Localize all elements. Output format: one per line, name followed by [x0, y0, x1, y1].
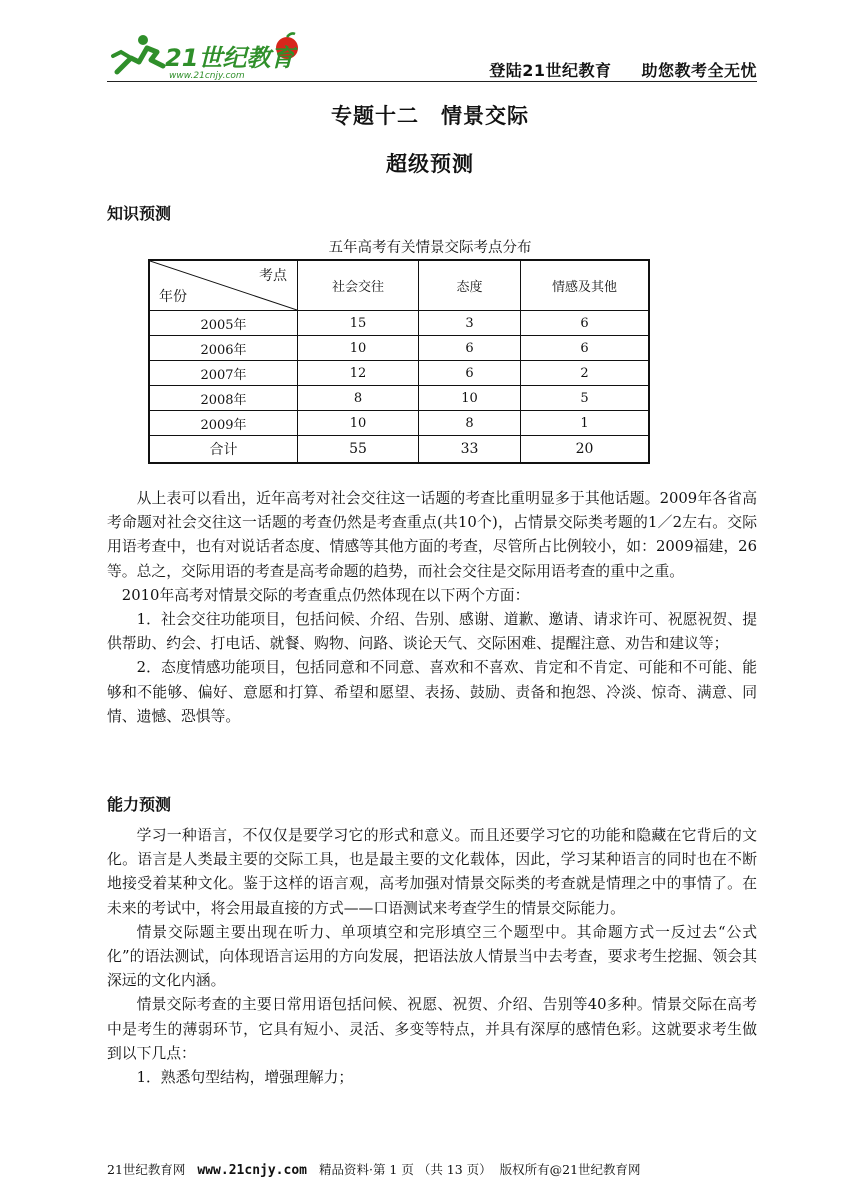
distribution-table — [148, 259, 650, 464]
total-label: 合计 — [149, 436, 298, 464]
table-cell: 2 — [521, 361, 650, 386]
table-cell: 10 — [419, 386, 521, 411]
table-cell: 12 — [298, 361, 419, 386]
header-divider — [107, 81, 757, 82]
row-year: 2008年 — [149, 386, 298, 411]
slogan-right: 助您教考全无忧 — [641, 61, 757, 80]
table-cell: 5 — [521, 386, 650, 411]
page-title: 专题十二 情景交际 — [331, 104, 529, 128]
footer-left: 21世纪教育网 — [107, 1162, 186, 1177]
table-cell: 15 — [298, 311, 419, 336]
total-cell: 20 — [521, 436, 650, 464]
table-cell: 10 — [298, 336, 419, 361]
paragraph: 情景交际题主要出现在听力、单项填空和完形填空三个题型中。其命题方式一反过去“公式化”的语法测试，向体现语言运用的方向发展，把语法放人情景当中去考查，要求考生挖掘、领会其深远的文化内涵。 — [107, 923, 757, 990]
page-footer — [107, 1160, 641, 1178]
section-heading-ability: 能力预测 — [107, 795, 172, 814]
paragraph: 1．社会交往功能项目，包括问候、介绍、告别、感谢、道歉、邀请、请求许可、祝愿祝贺、提供帮助、约会、打电话、就餐、购物、问路、谈论天气、交际困难、提醒注意、劝告和建议等； — [107, 611, 757, 653]
page-header — [107, 28, 757, 82]
paragraph: 2010年高考对情景交际的考查重点仍然体现在以下两个方面： — [121, 586, 530, 604]
table-cell: 8 — [298, 386, 419, 411]
total-cell: 33 — [419, 436, 521, 464]
footer-page-info: 精品资料·第 1 页 （共 13 页） — [318, 1162, 492, 1177]
table-row — [149, 411, 649, 436]
site-logo — [107, 32, 307, 80]
paragraph: 学习一种语言，不仅仅是要学习它的形式和意义。而且还要学习它的功能和隐藏在它背后的文化。语言是人类最主要的交际工具，也是最主要的文化载体，因此，学习某种语言的同时也在不断地接受着某种文化。鉴于这样的语言观，高考加强对情景交际类的考查就是情理之中的事情了。在未来的考试中，将会用最直接的方式——口语测试来考查学生的情景交际能力。 — [107, 827, 757, 917]
paragraph: 1．熟悉句型结构，增强理解力； — [136, 1069, 354, 1087]
footer-copyright: 版权所有@21世纪教育网 — [499, 1162, 641, 1177]
table-caption: 五年高考有关情景交际考点分布 — [328, 240, 532, 256]
svg-text:21世纪教育: 21世纪教育 — [165, 44, 295, 72]
table-cell: 1 — [521, 411, 650, 436]
paragraph: 2．态度情感功能项目，包括同意和不同意、喜欢和不喜欢、肯定和不肯定、可能和不可能、能够和不能够、偏好、意愿和打算、希望和愿望、表扬、鼓励、责备和抱怨、冷淡、惊奇、满意、同情、遗憾、恐惧等。 — [107, 659, 757, 725]
corner-label-year: 年份 — [159, 289, 187, 305]
table-cell: 6 — [419, 361, 521, 386]
total-cell: 55 — [298, 436, 419, 464]
knowledge-body — [107, 487, 757, 729]
table-row — [149, 361, 649, 386]
table-row — [149, 336, 649, 361]
paragraph: 情景交际考查的主要日常用语包括问候、祝愿、祝贺、介绍、告别等40多种。情景交际在高考中是考生的薄弱环节，它具有短小、灵活、多变等特点，并具有深厚的感情色彩。这就要求考生做到以下几点： — [107, 996, 757, 1062]
row-year: 2006年 — [149, 336, 298, 361]
footer-site-link[interactable]: www.21cnjy.com — [197, 1163, 307, 1178]
table-row — [149, 311, 649, 336]
section-heading-knowledge: 知识预测 — [107, 204, 172, 223]
table-cell: 6 — [521, 311, 650, 336]
table-row — [149, 386, 649, 411]
table-cell: 8 — [419, 411, 521, 436]
table-total-row — [149, 436, 649, 464]
table-corner-cell — [149, 260, 298, 311]
page-subtitle: 超级预测 — [386, 152, 474, 176]
table-cell: 3 — [419, 311, 521, 336]
row-year: 2005年 — [149, 311, 298, 336]
svg-text:www.21cnjy.com: www.21cnjy.com — [169, 71, 245, 80]
paragraph: 从上表可以看出，近年高考对社会交往这一话题的考查比重明显多于其他话题。2009年各省高考命题对社会交往这一话题的考查仍然是考查重点(共10个)，占情景交际类考题的1／2左右。交际用语考查中，也有对说话者态度、情感等其他方面的考查，尽管所占比例较小，如：2009福建，26等。总之，交际用语的考查是高考命题的趋势，而社会交往是交际用语考查的重中之重。 — [107, 490, 757, 580]
table-cell: 6 — [419, 336, 521, 361]
corner-label-topic: 考点 — [259, 268, 287, 284]
column-header: 社会交往 — [298, 260, 419, 311]
table-cell: 10 — [298, 411, 419, 436]
table-cell: 6 — [521, 336, 650, 361]
column-header: 情感及其他 — [521, 260, 650, 311]
slogan-left: 登陆21世纪教育 — [489, 61, 612, 80]
ability-body — [107, 824, 757, 1090]
table-header-row — [149, 260, 649, 311]
column-header: 态度 — [419, 260, 521, 311]
header-slogan — [489, 58, 757, 81]
row-year: 2009年 — [149, 411, 298, 436]
row-year: 2007年 — [149, 361, 298, 386]
logo-graphic — [107, 32, 307, 80]
